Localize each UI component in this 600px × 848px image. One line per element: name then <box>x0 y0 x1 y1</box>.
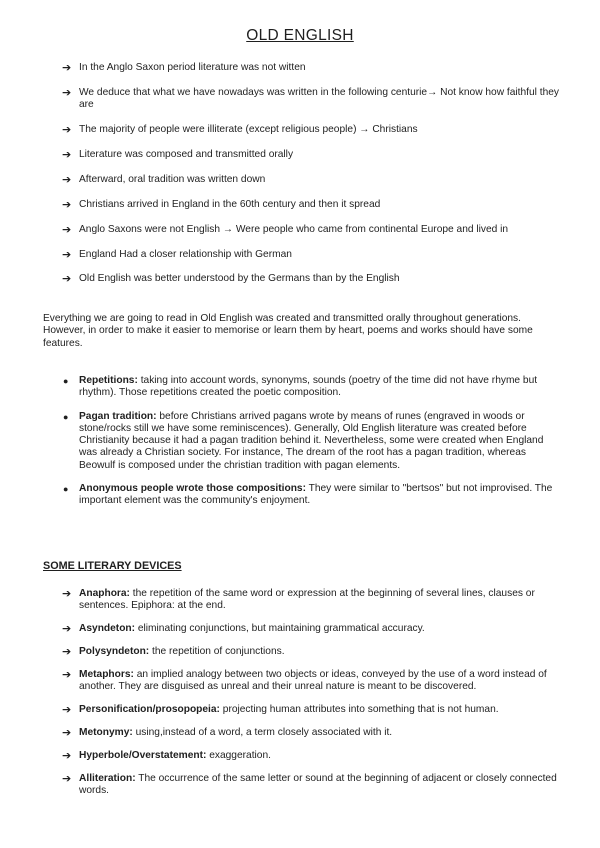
list-item: ● Anonymous people wrote those compositions: They were similar to "bertsos" but not improvised. The important element was the community's enjoyment. <box>63 483 553 507</box>
arrow-icon: ➔ <box>62 646 72 659</box>
list-item: ➔ Anglo Saxons were not English → Were people who came from continental Europe and lived in <box>62 223 509 236</box>
list-item: ➔ Personification/prosopopeia: projecting human attributes into something that is not human. <box>62 704 499 717</box>
list-item: ➔ Polysyndeton: the repetition of conjunctions. <box>62 646 285 659</box>
list-item: ➔ Anaphora: the repetition of the same word or expression at the beginning of several lines, clauses or sentences. Epiphora: at the end. <box>62 588 535 612</box>
list-item: ➔ Old English was better understood by the Germans than by the English <box>62 273 400 286</box>
arrow-icon: ➔ <box>62 623 72 636</box>
arrow-icon: ➔ <box>62 124 72 137</box>
bullet-icon: ● <box>63 411 69 422</box>
list-item: ➔ England Had a closer relationship with German <box>62 248 292 261</box>
list-item: ➔ Literature was composed and transmitted orally <box>62 148 294 161</box>
arrow-icon: ➔ <box>62 668 72 681</box>
arrow-icon: ➔ <box>62 86 72 99</box>
list-item: ➔ Alliteration: The occurrence of the same letter or sound at the beginning of adjacent or closely connected words. <box>62 772 557 797</box>
term: Anaphora: <box>79 588 130 599</box>
list-item: ● Pagan tradition: before Christians arrived pagans wrote by means of runes (engraved in woods or stone/rocks still we have some reminiscences). Generally, Old English literature was created before Christianity because it had a pagan tradition behind it. Nevertheless, some were created when England was already a Christian society. For instance, The dream of the root has a pagan tradition, whereas Beowulf is composed under the christian tradition with pagan elements. <box>63 410 544 471</box>
term: Metaphors: <box>79 668 134 680</box>
list-item: ➔ The majority of people were illiterate (except religious people) → Christians <box>62 124 418 137</box>
term: Asyndeton: <box>79 623 136 635</box>
arrow-icon: ➔ <box>62 173 72 186</box>
arrow-icon: ➔ <box>62 772 72 785</box>
term: Polysyndeton: <box>79 646 150 658</box>
term: Metonymy: <box>79 727 133 739</box>
list-item: ➔ Hyperbole/Overstatement: exaggeration. <box>62 749 271 762</box>
term: Hyperbole/Overstatement: <box>79 749 207 761</box>
intro-list <box>62 62 562 298</box>
bullet-icon: ● <box>63 376 69 386</box>
section-heading: SOME LITERARY DEVICES <box>43 560 182 572</box>
page-title: OLD ENGLISH <box>246 27 354 44</box>
term: Repetitions: <box>79 375 138 386</box>
list-item: ➔ We deduce that what we have nowadays was written in the following centurie→ Not know how faithful they are <box>62 86 560 111</box>
arrow-icon: ➔ <box>62 223 72 236</box>
term: Anonymous people wrote those compositions: <box>79 483 306 495</box>
term: Pagan tradition: <box>79 410 157 422</box>
arrow-icon: ➔ <box>62 749 72 762</box>
list-item: ➔ Metonymy: using,instead of a word, a term closely associated with it. <box>62 727 393 740</box>
list-item: ➔ Metaphors: an implied analogy between two objects or ideas, conveyed by the use of a word instead of another. They are disguised as unreal and their unreal nature is meant to be discovered. <box>62 668 547 693</box>
arrow-icon: ➔ <box>62 727 72 740</box>
arrow-icon: ➔ <box>62 273 72 286</box>
bullet-icon: ● <box>63 484 69 495</box>
devices-list <box>62 588 562 808</box>
arrow-icon: ➔ <box>62 248 72 261</box>
list-item: ➔ In the Anglo Saxon period literature was not witten <box>62 62 306 74</box>
term: Alliteration: <box>79 772 136 784</box>
arrow-icon: ➔ <box>62 588 72 600</box>
arrow-icon: ➔ <box>62 198 72 211</box>
list-item: ● Repetitions: taking into account words, synonyms, sounds (poetry of the time did not have rhyme but rhythm). Those repetitions created the poetic composition. <box>63 375 538 399</box>
intro-paragraph: Everything we are going to read in Old English was created and transmitted orally throughout generations. However, in order to make it easier to memorise or learn them by heart, poems and works should have some features. <box>43 313 533 349</box>
arrow-icon: ➔ <box>62 62 72 74</box>
arrow-icon: ➔ <box>62 148 72 161</box>
arrow-icon: ➔ <box>62 704 72 717</box>
term: Personification/prosopopeia: <box>79 704 220 716</box>
features-list <box>63 375 558 519</box>
list-item: ➔ Christians arrived in England in the 60th century and then it spread <box>62 198 381 211</box>
list-item: ➔ Asyndeton: eliminating conjunctions, but maintaining grammatical accuracy. <box>62 623 425 636</box>
list-item: ➔ Afterward, oral tradition was written down <box>62 173 266 186</box>
